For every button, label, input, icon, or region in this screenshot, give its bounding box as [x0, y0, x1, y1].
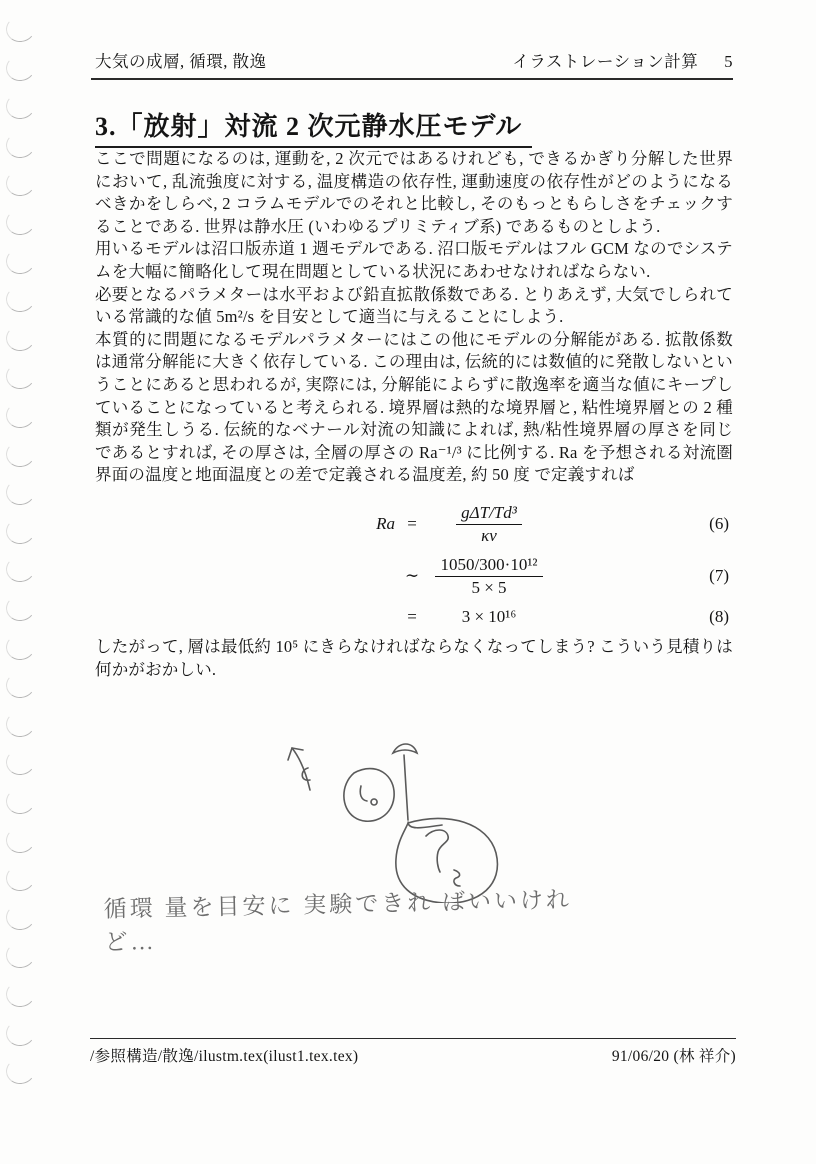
- equation-8: [95, 607, 733, 627]
- binding-mark: [4, 825, 36, 855]
- footer-rule: [90, 1038, 736, 1039]
- equation-7-denominator: 5 × 5: [471, 577, 507, 597]
- binding-mark: [4, 400, 36, 430]
- doodle-small-circle: [344, 769, 394, 822]
- equation-6-label: (6): [709, 514, 729, 534]
- binding-mark: [4, 246, 36, 276]
- binding-mark: [4, 207, 36, 237]
- page-number: 5: [724, 52, 733, 71]
- binding-mark: [4, 940, 36, 970]
- binding-mark: [4, 632, 36, 662]
- binding-mark: [4, 979, 36, 1009]
- running-header-right: [512, 48, 733, 72]
- binding-mark: [4, 168, 36, 198]
- equation-7: [95, 555, 733, 598]
- binding-mark: [4, 284, 36, 314]
- binding-mark: [4, 323, 36, 353]
- header-rule: [91, 78, 733, 80]
- spiral-binding-marks: [0, 0, 46, 1164]
- running-header-title: イラストレーション計算: [512, 52, 699, 71]
- paragraph-3: 必要となるパラメターは水平および鉛直拡散係数である. とりあえず, 大気でしられている常識的な値 5m²/s を目安として適当に与えることにしよう.: [95, 284, 733, 327]
- equation-8-expression: 3 × 10¹⁶: [461, 606, 517, 626]
- binding-mark: [4, 53, 36, 83]
- page-content: [95, 0, 733, 681]
- footer-date-author: 91/06/20 (林 祥介): [611, 1048, 736, 1065]
- binding-mark: [4, 477, 36, 507]
- binding-mark: [4, 1056, 36, 1086]
- running-header: [95, 48, 733, 72]
- equation-6-denominator: κν: [481, 525, 497, 545]
- section-title: 3.「放射」対流 2 次元静水圧モデル: [95, 106, 532, 148]
- footer-line: [90, 1044, 736, 1066]
- footer-file-path: /参照構造/散逸/ilustm.tex(ilust1.tex.tex): [90, 1048, 359, 1065]
- binding-mark: [4, 439, 36, 469]
- page-footer: [90, 1038, 736, 1066]
- equation-8-label: (8): [709, 606, 729, 626]
- equation-6-numerator: gΔT/Td³: [456, 503, 522, 525]
- binding-mark: [4, 516, 36, 546]
- equation-6-relation: =: [407, 514, 417, 534]
- binding-mark: [4, 361, 36, 391]
- equation-7-fraction: [435, 555, 542, 598]
- binding-mark: [4, 14, 36, 44]
- binding-mark: [4, 786, 36, 816]
- binding-mark: [4, 554, 36, 584]
- binding-mark: [4, 709, 36, 739]
- binding-mark: [4, 863, 36, 893]
- binding-mark: [4, 747, 36, 777]
- equation-block: [95, 503, 733, 627]
- paragraph-5: したがって, 層は最低約 10⁵ にきらなければならなくなってしまう? こういう見積りは何かがおかしい.: [95, 636, 733, 679]
- binding-mark: [4, 1018, 36, 1048]
- paragraph-1: ここで問題になるのは, 運動を, 2 次元ではあるけれども, できるかぎり分解した世界において, 乱流強度に対する, 温度構造の依存性, 運動速度の依存性がどのようになるべきかをしらべ, 2 コラムモデルでのそれと比較し, そのもっともらしさをチェックすることである. 世界は静水圧 (いわゆるプリミティブ系) であるものとしよう.: [95, 149, 733, 236]
- equation-6-lhs: Ra: [376, 514, 395, 534]
- equation-8-relation: =: [407, 606, 417, 626]
- doodle-arrow-up-stem: [404, 755, 408, 820]
- equation-7-expression: [429, 555, 549, 598]
- binding-mark: [4, 902, 36, 932]
- equation-6: [95, 503, 733, 546]
- equation-7-relation: ∼: [404, 566, 420, 586]
- equation-6-fraction: [456, 503, 522, 546]
- running-header-left: 大気の成層, 循環, 散逸: [95, 52, 267, 71]
- binding-mark: [4, 130, 36, 160]
- doodle-big-circle-glyph-7: [426, 830, 448, 872]
- doodle-arrow-up-head: [393, 744, 417, 753]
- handwritten-note: 循環 量を目安に 実験できれ ばいいけれど…: [103, 887, 573, 955]
- binding-mark: [4, 670, 36, 700]
- paragraph-2: 用いるモデルは沼口版赤道 1 週モデルである. 沼口版モデルはフル GCM なのでシステムを大幅に簡略化して現在問題としている状況にあわせなければならない.: [95, 239, 733, 281]
- doodle-small-circle-glyph: [360, 786, 377, 805]
- handwritten-doodle-sketch: [258, 728, 548, 903]
- equation-7-numerator: 1050/300·10¹²: [435, 555, 542, 577]
- binding-mark: [4, 593, 36, 623]
- binding-mark: [4, 91, 36, 121]
- paragraph-4: 本質的に問題になるモデルパラメターにはこの他にモデルの分解能がある. 拡散係数は通常分解能に大きく依存している. この理由は, 伝統的には数値的に発散しないということにあると思われるが, 実際には, 分解能によらずに散逸率を適当な値にキープしていることになっていると考えられる. 境界層は熱的な境界層と, 粘性境界層との 2 種類が発生しうる. 伝統的なベナール対流の知識によれば, 熱/粘性境界層の厚さを同じであるとすれば, その厚さは, 全層の厚さの Ra⁻¹/³ に比例する. Ra を予想される対流圏界面の温度と地面温度との差で定義される温度差, 約 50 度 で定義すれば: [95, 329, 733, 485]
- equation-7-label: (7): [709, 566, 729, 586]
- equation-6-expression: [429, 503, 549, 546]
